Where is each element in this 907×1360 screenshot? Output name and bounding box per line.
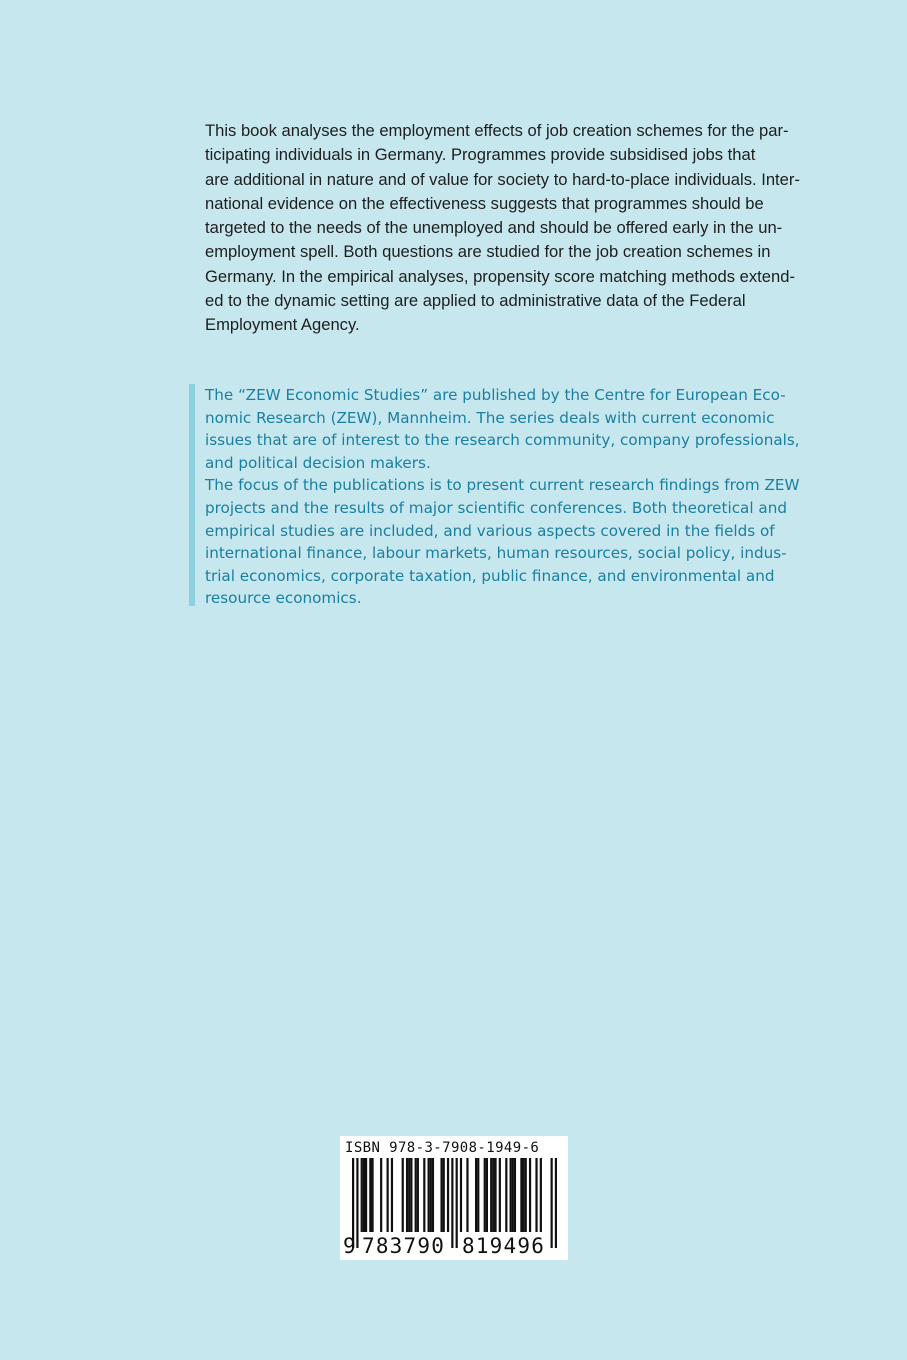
barcode-bar <box>369 1158 371 1232</box>
description-line: Germany. In the empirical analyses, propensity score matching methods extend- <box>205 266 795 286</box>
barcode-bar <box>494 1158 496 1232</box>
barcode-bar <box>484 1158 486 1232</box>
barcode-bar <box>387 1158 389 1232</box>
isbn-label: ISBN 978-3-7908-1949-6 <box>345 1140 540 1156</box>
barcode-bar <box>423 1158 425 1232</box>
series-line: resource economics. <box>205 589 362 608</box>
barcode-bar <box>408 1158 410 1232</box>
barcode-bar <box>443 1158 445 1232</box>
barcode-bar <box>535 1158 537 1232</box>
barcode-bar <box>365 1158 367 1232</box>
barcode-bar <box>466 1158 468 1232</box>
description-line: This book analyses the employment effects of job creation schemes for the par- <box>205 121 789 140</box>
barcode-bar <box>492 1158 494 1232</box>
barcode-bar <box>529 1158 531 1232</box>
barcode-bar <box>514 1158 516 1232</box>
series-line: nomic Research (ZEW), Mannheim. The series deals with current economic <box>205 408 775 427</box>
barcode-bar <box>410 1158 412 1232</box>
barcode-bar <box>380 1158 382 1232</box>
description-line: national evidence on the effectiveness suggests that programmes should be <box>205 193 764 213</box>
barcode-bar <box>512 1158 514 1232</box>
series-line: The focus of the publications is to present current research findings from ZEW <box>205 476 800 495</box>
barcode-bar <box>415 1158 417 1232</box>
description-line: ticipating individuals in Germany. Programmes provide subsidised jobs that <box>205 145 756 165</box>
series-info <box>189 384 805 606</box>
description-line: are additional in nature and of value for society to hard-to-place individuals. Inter- <box>205 169 800 189</box>
series-accent-bar <box>189 384 195 606</box>
ean-left-digits: 783790 <box>362 1234 446 1258</box>
isbn-barcode <box>340 1136 568 1260</box>
barcode-bar <box>460 1158 462 1232</box>
barcode-bar <box>490 1158 492 1232</box>
barcode-bar <box>525 1158 527 1232</box>
series-text <box>205 384 805 610</box>
barcode-bar <box>510 1158 512 1232</box>
barcode-bar <box>371 1158 373 1232</box>
barcode-bar <box>486 1158 488 1232</box>
barcode-bar <box>417 1158 419 1232</box>
series-line: and political decision makers. <box>205 453 431 472</box>
barcode-bar <box>477 1158 479 1232</box>
barcode-bar <box>406 1158 408 1232</box>
series-line: The “ZEW Economic Studies” are published by the Centre for European Eco- <box>205 386 786 404</box>
ean-right-digits: 819496 <box>462 1234 546 1258</box>
barcode-bar <box>522 1158 524 1232</box>
barcode-bar <box>363 1158 365 1232</box>
description-line: targeted to the needs of the unemployed and should be offered early in the un- <box>205 218 783 238</box>
book-description <box>205 119 805 338</box>
barcode-bar <box>391 1158 393 1232</box>
barcode-bar <box>475 1158 477 1232</box>
series-line: empirical studies are included, and various aspects covered in the fields of <box>205 521 775 540</box>
ean-lead-digit: 9 <box>343 1234 356 1258</box>
barcode-bar <box>402 1158 404 1232</box>
description-line: Employment Agency. <box>205 315 360 335</box>
barcode-bar <box>428 1158 430 1232</box>
barcode-bar <box>430 1158 432 1232</box>
barcode-bar <box>540 1158 542 1232</box>
ean-digits <box>340 1232 568 1260</box>
series-line: issues that are of interest to the research community, company professionals, <box>205 431 800 450</box>
series-line: international finance, labour markets, human resources, social policy, indus- <box>205 544 787 563</box>
series-line: projects and the results of major scientific conferences. Both theoretical and <box>205 498 787 517</box>
barcode-bar <box>520 1158 522 1232</box>
barcode-bar <box>505 1158 507 1232</box>
barcode-bar <box>499 1158 501 1232</box>
description-line: employment spell. Both questions are studied for the job creation schemes in <box>205 242 771 262</box>
series-line: trial economics, corporate taxation, public finance, and environmental and <box>205 566 775 585</box>
barcode-bar <box>361 1158 363 1232</box>
barcode-bar <box>440 1158 442 1232</box>
barcode-bar <box>447 1158 449 1232</box>
barcode-bar <box>432 1158 434 1232</box>
description-line: ed to the dynamic setting are applied to administrative data of the Federal <box>205 291 746 311</box>
